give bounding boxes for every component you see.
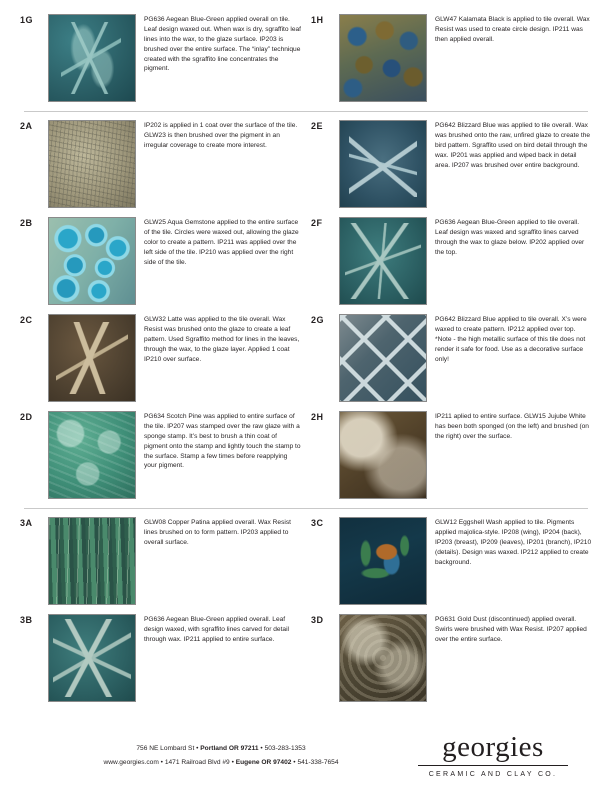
tile-description: GLW32 Latte was applied to the tile overall. Wax Resist was brushed onto the glaze to create a leaf pattern. Used Sgraffito method for lines in the leaves, through the wax, to the glaze layer. Applied 1 coat IP210 over surface. bbox=[144, 316, 300, 363]
contact-info bbox=[24, 742, 408, 770]
website-link[interactable]: www.georgies.com bbox=[103, 758, 159, 766]
separator-dot: • bbox=[160, 758, 163, 766]
tile-code: 2D bbox=[20, 412, 33, 422]
tile-cell-2H bbox=[311, 411, 592, 499]
tile-description: GLW25 Aqua Gemstone applied to the entire surface of the tile. Circles were waxed out, allowing the glaze color to create a pattern. IP211 was applied over the left side of the tile. IP210 was applied over the right side of the tile. bbox=[144, 219, 299, 266]
tile-cell-3B bbox=[20, 614, 301, 702]
tile-row bbox=[20, 217, 592, 305]
tile-cell-3C bbox=[311, 517, 592, 605]
tile-row bbox=[20, 614, 592, 702]
tile-description: GLW47 Kalamata Black is applied to tile overall. Wax Resist was used to create circle design. IP211 was then applied overall. bbox=[435, 16, 590, 43]
separator-dot: • bbox=[196, 744, 199, 752]
tile-cell-2B bbox=[20, 217, 301, 305]
tile-description: GLW12 Eggshell Wash applied to tile. Pigments applied majolica-style. IP208 (wing), IP204 (back), IP203 (breast), IP209 (leaves), IP201 (branch), IP210 (details). Design was waxed. IP212 applied to create background. bbox=[435, 519, 592, 566]
separator-dot: • bbox=[231, 758, 234, 766]
tile-code: 2G bbox=[311, 315, 325, 325]
tile-code: 1G bbox=[20, 15, 34, 25]
eugene-street: 1471 Railroad Blvd #9 bbox=[164, 758, 230, 766]
portland-city: Portland OR 97211 bbox=[200, 744, 259, 752]
tile-description: PG636 Aegean Blue-Green applied overall on tile. Leaf design waxed out. When wax is dry, sgraffito leaf lines into the wax, to the glaze surface. IP203 is brushed over the entire surface. The “inlay” technique created with the sgraffito line concentrates the pigment. bbox=[144, 16, 301, 73]
tile-cell-2E bbox=[311, 120, 592, 208]
section-divider bbox=[24, 111, 588, 112]
ip202-texture-tile bbox=[48, 120, 136, 208]
tile-cell-3A bbox=[20, 517, 301, 605]
logo-rule bbox=[418, 765, 568, 766]
tile-description: GLW08 Copper Patina applied overall. Wax Resist lines brushed on to form pattern. IP203 applied to overall surface. bbox=[144, 519, 291, 546]
leaf-teal-tile bbox=[48, 14, 136, 102]
eugene-city: Eugene OR 97402 bbox=[235, 758, 292, 766]
copper-patina-lines-tile bbox=[48, 517, 136, 605]
aqua-gemstone-circles-tile bbox=[48, 217, 136, 305]
scotch-pine-sponge-tile bbox=[48, 411, 136, 499]
jujube-white-tile bbox=[339, 411, 427, 499]
contact-line-portland bbox=[34, 742, 408, 756]
tile-cell-2G bbox=[311, 314, 592, 402]
latte-leaf-tile bbox=[48, 314, 136, 402]
company-logo bbox=[408, 733, 588, 778]
tile-description: PG642 Blizzard Blue was applied to tile overall. Wax was brushed onto the raw, unfired glaze to create the bird pattern. Sgraffito used on bird detail through the wax. IP201 was applied and wiped back in detail area. IP207 was brushed over entire background. bbox=[435, 122, 591, 169]
tile-row bbox=[20, 517, 592, 605]
tile-row bbox=[20, 314, 592, 402]
tile-row bbox=[20, 14, 592, 102]
tile-code: 2E bbox=[311, 121, 324, 131]
tile-cell-2C bbox=[20, 314, 301, 402]
brand-name: georgies bbox=[442, 731, 544, 763]
aegean-leaf-sgraffito-tile bbox=[48, 614, 136, 702]
section-divider bbox=[24, 508, 588, 509]
tile-code: 2A bbox=[20, 121, 33, 131]
tile-code: 3B bbox=[20, 615, 33, 625]
contact-line-eugene bbox=[34, 756, 408, 770]
tile-row bbox=[20, 411, 592, 499]
tile-cell-2A bbox=[20, 120, 301, 208]
blizzard-blue-x-tile bbox=[339, 314, 427, 402]
gold-dust-swirl-tile bbox=[339, 614, 427, 702]
tile-code: 2F bbox=[311, 218, 323, 228]
separator-dot: • bbox=[293, 758, 296, 766]
tile-description: PG636 Aegean Blue-Green applied to tile overall. Leaf design was waxed and sgraffito lines carved through the wax to glaze below. IP202 applied over the top. bbox=[435, 219, 585, 256]
tile-code: 2C bbox=[20, 315, 33, 325]
tile-code: 2H bbox=[311, 412, 324, 422]
tile-description: PG631 Gold Dust (discontinued) applied overall. Swirls were brushed with Wax Resist. IP207 applied over the entire surface. bbox=[435, 616, 587, 643]
tile-row bbox=[20, 120, 592, 208]
eugene-phone: 541-338-7654 bbox=[297, 758, 339, 766]
tile-cell-1H bbox=[311, 14, 592, 102]
tile-group-3 bbox=[20, 517, 592, 702]
tile-description: PG634 Scotch Pine was applied to entire surface of the tile. IP207 was stamped over the raw glaze with a sponge stamp. It’s best to brush a thin coat of pigment onto the stamp and lightly touch the stamp to the surface. Stamp a few times before reapplying your pigment. bbox=[144, 413, 301, 470]
kalamata-circles-tile bbox=[339, 14, 427, 102]
tile-group-1 bbox=[20, 14, 592, 102]
tile-code: 3D bbox=[311, 615, 324, 625]
aegean-leaf-tile bbox=[339, 217, 427, 305]
tile-group-2 bbox=[20, 120, 592, 499]
tile-code: 1H bbox=[311, 15, 324, 25]
tile-description: IP211 aplied to entire surface. GLW15 Jujube White has been both sponged (on the left) and brushed (on the right) over the surface. bbox=[435, 413, 589, 440]
tile-cell-1G bbox=[20, 14, 301, 102]
tile-cell-2D bbox=[20, 411, 301, 499]
portland-street: 756 NE Lombard St bbox=[136, 744, 195, 752]
blizzard-blue-bird-tile bbox=[339, 120, 427, 208]
tile-description: PG636 Aegean Blue-Green applied overall. Leaf design waxed, with sgraffito lines carved for detail through wax. IP211 applied to entire surface. bbox=[144, 616, 290, 643]
brand-tagline: CERAMIC AND CLAY CO. bbox=[428, 771, 558, 778]
tile-cell-2F bbox=[311, 217, 592, 305]
eggshell-wash-bird-tile bbox=[339, 517, 427, 605]
tile-description: PG642 Blizzard Blue applied to tile overall. X’s were waxed to create pattern. IP212 applied over top. *Note - the high metallic surface of this tile does not render it safe for food. Use as a decorative surface only! bbox=[435, 316, 587, 363]
tile-code: 3C bbox=[311, 518, 324, 528]
separator-dot: • bbox=[260, 744, 263, 752]
portland-phone: 503-283-1353 bbox=[264, 744, 306, 752]
tile-cell-3D bbox=[311, 614, 592, 702]
tile-description: IP202 is applied in 1 coat over the surface of the tile. GLW23 is then brushed over the pigment in an irregular coverage to create more interest. bbox=[144, 122, 298, 149]
tile-code: 2B bbox=[20, 218, 33, 228]
tile-code: 3A bbox=[20, 518, 33, 528]
page-footer bbox=[0, 733, 612, 778]
